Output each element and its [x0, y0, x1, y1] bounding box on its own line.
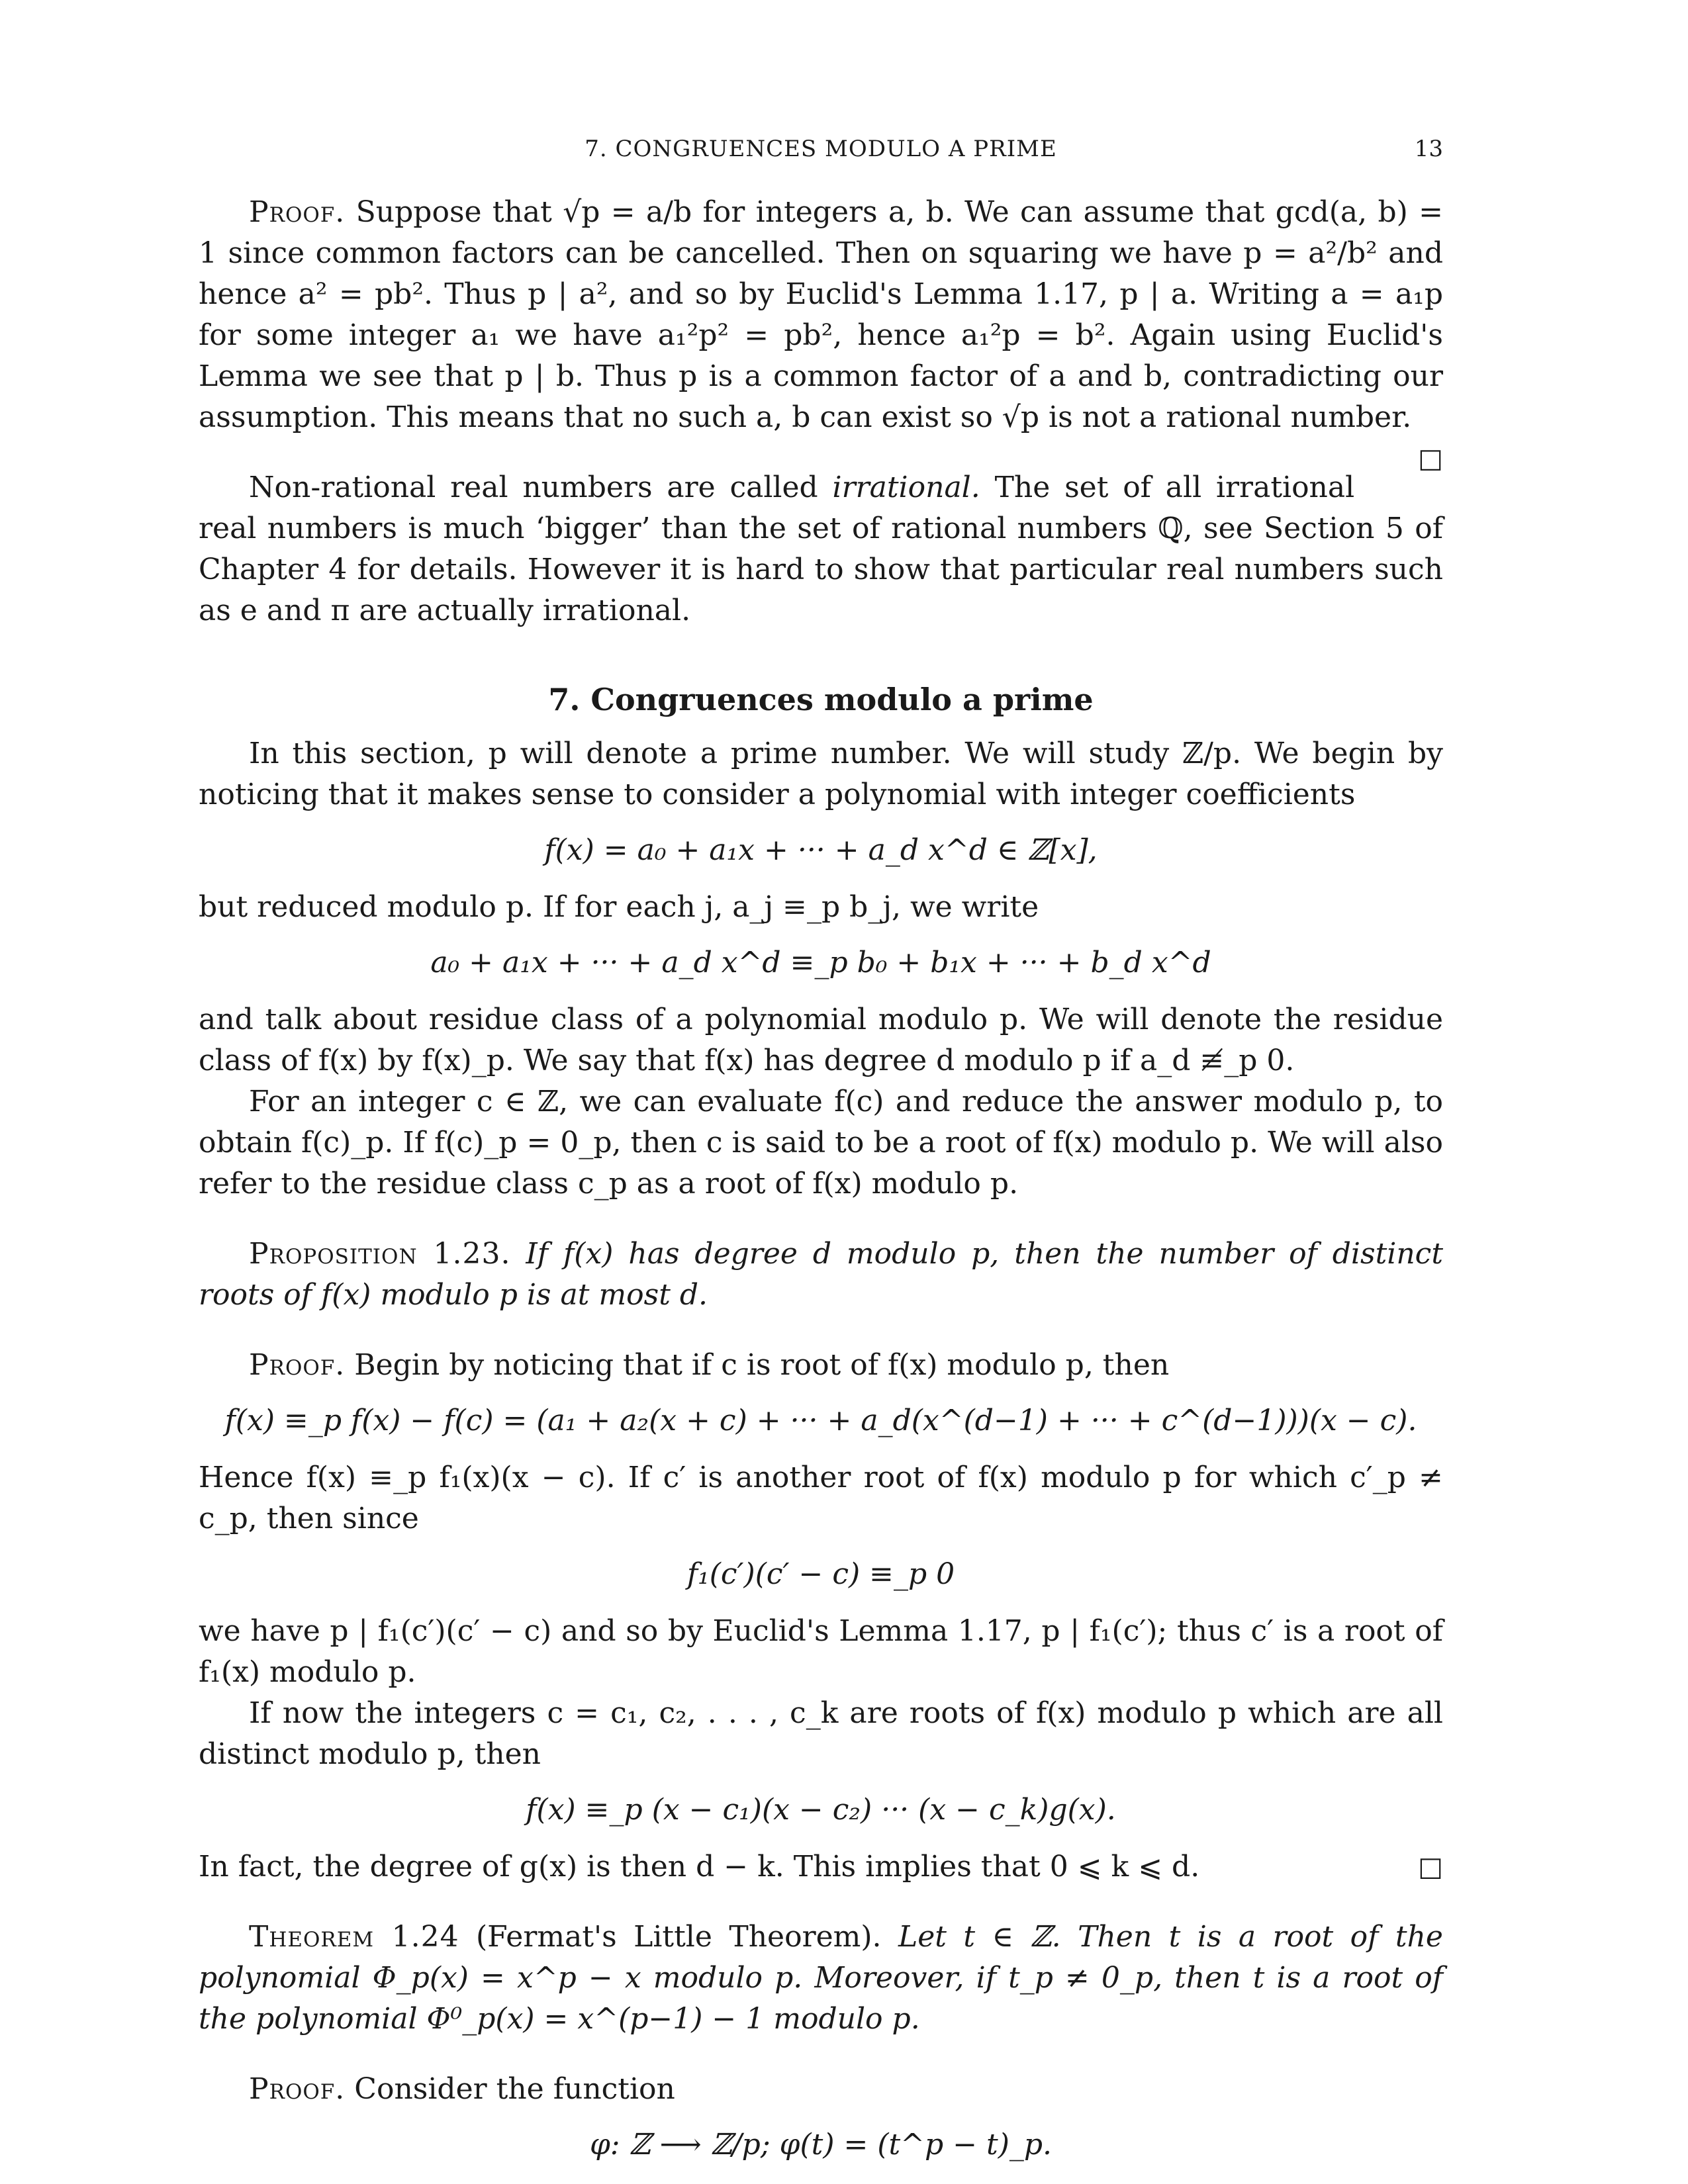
polynomial-equation: f(x) = a₀ + a₁x + ··· + a_d x^d ∈ ℤ[x], — [544, 833, 1098, 867]
proof-text: Suppose that √p = a/b for integers a, b. We can assume that gcd(a, b) = 1 since common factors can be cancelled. Then on squaring we have p = a²/b² and hence a² = pb². Thus p | a², and so by Euclid's Lemma 1.17, p | a. Writing a = a₁p for some integer a₁ we have a₁²p² = pb², hence a₁²p = b². Again using Euclid's Lemma we see that p | b. Thus p is a common factor of a and b, contradicting our assumption. This means that no such a, b can exist so √p is not a rational number. — [199, 195, 1443, 434]
irrational-text-before: Non-rational real numbers are called — [249, 471, 818, 504]
proof-paragraph-1 — [199, 192, 1443, 474]
infact-paragraph — [199, 1846, 1443, 1888]
ifnow-paragraph: If now the integers c = c₁, c₂, . . . , c_k are roots of f(x) modulo p which are all distinct modulo p, then — [199, 1696, 1443, 1771]
proposition-label: Proposition 1.23. — [249, 1237, 511, 1271]
proof-paragraph-3 — [199, 2069, 1443, 2110]
product-equation: f(x) ≡_p (x − c₁)(x − c₂) ··· (x − c_k)g(x). — [526, 1793, 1116, 1827]
irrational-text-after: The set of all irrational real numbers is much ‘bigger’ than the set of rational numbers ℚ, see Section 5 of Chapter 4 for details. However it is hard to show that particular real numbers such as e and π are actually irrational. — [199, 471, 1443, 627]
theorem-name: (Fermat's Little Theorem). — [476, 1920, 882, 1954]
evaluate-paragraph: For an integer c ∈ ℤ, we can evaluate f(c) and reduce the answer modulo p, to obtain f(c)_p. If f(c)_p = 0_p, then c is said to be a root of f(x) modulo p. We will also refer to the residue class c_p as a root of f(x) modulo p. — [199, 1085, 1443, 1201]
section-title: 7. Congruences modulo a prime — [548, 682, 1094, 717]
factor-equation: f(x) ≡_p f(x) − f(c) = (a₁ + a₂(x + c) + ··· + a_d(x^(d−1) + ··· + c^(d−1)))(x − c). — [224, 1404, 1417, 1437]
wehave-paragraph: we have p | f₁(c′)(c′ − c) and so by Euclid's Lemma 1.17, p | f₁(c′); thus c′ is a root of f₁(x) modulo p. — [199, 1614, 1443, 1689]
proof-paragraph-2 — [199, 1345, 1443, 1386]
proof-text: Consider the function — [354, 2072, 675, 2106]
irrational-term: irrational. — [832, 471, 980, 504]
page-number: 13 — [1414, 136, 1443, 162]
function-equation: φ: ℤ ⟶ ℤ/p; φ(t) = (t^p − t)_p. — [589, 2128, 1053, 2161]
running-header — [199, 136, 1443, 169]
page-body — [199, 192, 1443, 2181]
proof-label: Proof. — [249, 195, 346, 229]
reduced-paragraph: but reduced modulo p. If for each j, a_j ≡_p b_j, we write — [199, 890, 1039, 924]
proof-label: Proof. — [249, 2072, 346, 2106]
intro-paragraph: In this section, p will denote a prime number. We will study ℤ/p. We begin by noticing that it makes sense to consider a polynomial with integer coefficients — [199, 737, 1443, 811]
proof-text: Begin by noticing that if c is root of f(x) modulo p, then — [354, 1348, 1170, 1382]
hence-paragraph: Hence f(x) ≡_p f₁(x)(x − c). If c′ is another root of f(x) modulo p for which c′_p ≠ c_p, then since — [199, 1461, 1443, 1535]
root-equation: f₁(c′)(c′ − c) ≡_p 0 — [686, 1557, 955, 1591]
residue-paragraph: and talk about residue class of a polynomial modulo p. We will denote the residue class of f(x) by f(x)_p. We say that f(x) has degree d modulo p if a_d ≢_p 0. — [199, 1003, 1443, 1077]
irrational-paragraph — [199, 467, 1443, 631]
infact-text: In fact, the degree of g(x) is then d − k. This implies that 0 ⩽ k ⩽ d. — [199, 1850, 1200, 1884]
congruence-equation: a₀ + a₁x + ··· + a_d x^d ≡_p b₀ + b₁x + ··· + b_d x^d — [430, 946, 1211, 979]
qed-symbol: □ — [1418, 1852, 1443, 1882]
proposition-text: If f(x) has degree d modulo p, then the number of distinct roots of f(x) modulo p is at most d. — [199, 1237, 1443, 1312]
proposition-paragraph — [199, 1234, 1443, 1316]
theorem-paragraph — [199, 1917, 1443, 2040]
running-title: 7. CONGRUENCES MODULO A PRIME — [585, 136, 1057, 162]
theorem-label: Theorem 1.24 — [249, 1920, 459, 1954]
proof-label: Proof. — [249, 1348, 346, 1382]
theorem-text: Let t ∈ ℤ. Then t is a root of the polynomial Φ_p(x) = x^p − x modulo p. Moreover, if t_p ≠ 0_p, then t is a root of the polynomial Φ⁰_p(x) = x^(p−1) − 1 modulo p. — [199, 1920, 1443, 2036]
qed-symbol: □ — [1418, 443, 1443, 474]
